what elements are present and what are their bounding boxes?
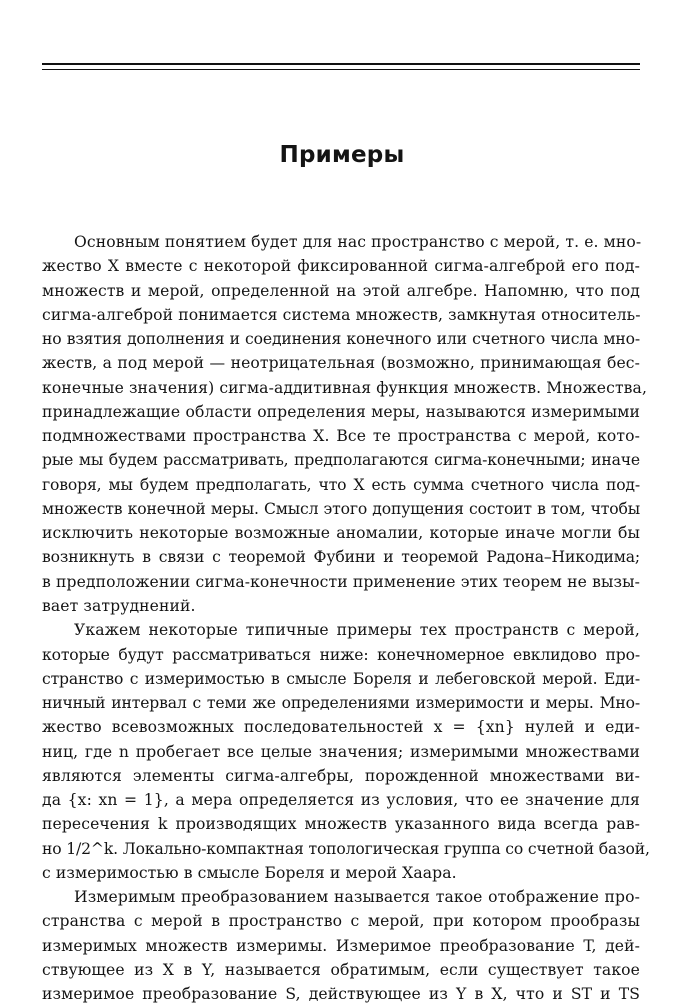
- text-line: да {x: xn = 1}, а мера определяется из условия, что ее значение для: [42, 791, 640, 810]
- text-line: конечные значения) сигма-аддитивная функция множеств. Множества,: [42, 378, 648, 397]
- text-line: измеримых множеств измеримы. Измеримое преобразование T, дей-: [42, 936, 640, 955]
- text-line: являются элементы сигма-алгебры, порожденной множествами ви-: [42, 766, 640, 785]
- chapter-title: Примеры: [279, 142, 405, 168]
- text-line: с измеримостью в смысле Бореля и мерой Хаара.: [42, 863, 457, 882]
- text-line: жество всевозможных последовательностей x = {xn} нулей и еди-: [42, 718, 640, 737]
- text-line: Укажем некоторые типичные примеры тех пространств с мерой,: [74, 621, 640, 640]
- text-line: странства с мерой в пространство с мерой, при котором прообразы: [42, 912, 640, 931]
- text-line: измеримое преобразование S, действующее из Y в X, что и ST и TS: [42, 985, 640, 1004]
- text-line: сигма-алгеброй понимается система множеств, замкнутая относитель-: [42, 305, 641, 324]
- text-line: подмножествами пространства X. Все те пространства с мерой, кото-: [42, 427, 640, 446]
- header-rule-thick: [42, 63, 640, 65]
- text-line: рые мы будем рассматривать, предполагаются сигма-конечными; иначе: [42, 451, 640, 470]
- text-line: которые будут рассматриваться ниже: конечномерное евклидово про-: [42, 645, 640, 664]
- text-line: странство с измеримостью в смысле Бореля и лебеговской мерой. Еди-: [42, 669, 640, 688]
- text-line: множеств конечной меры. Смысл этого допущения состоит в том, чтобы: [42, 499, 640, 518]
- text-line: но взятия дополнения и соединения конечного или счетного числа мно-: [42, 330, 640, 349]
- text-line: вает затруднений.: [42, 596, 196, 615]
- text-line: Основным понятием будет для нас пространство с мерой, т. е. мно-: [74, 233, 642, 251]
- text-line: жеств, а под мерой — неотрицательная (возможно, принимающая бес-: [42, 354, 640, 373]
- text-line: исключить некоторые возможные аномалии, которые иначе могли бы: [42, 524, 640, 543]
- text-line: принадлежащие области определения меры, называются измеримыми: [42, 402, 640, 421]
- header-rule-thin: [42, 69, 640, 70]
- body-text: [42, 230, 650, 1007]
- text-line: но 1/2^k. Локально-компактная топологическая группа со счетной базой,: [42, 839, 650, 858]
- text-line: жество X вместе с некоторой фиксированной сигма-алгеброй его под-: [42, 257, 640, 276]
- text-line: возникнуть в связи с теоремой Фубини и теоремой Радона–Никодима;: [42, 548, 640, 567]
- text-line: говоря, мы будем предполагать, что X есть сумма счетного числа под-: [42, 475, 640, 494]
- text-line: в предположении сигма-конечности применение этих теорем не вызы-: [42, 572, 640, 591]
- text-line: ниц, где n пробегает все целые значения; измеримыми множествами: [42, 742, 640, 761]
- text-line: пересечения k производящих множеств указанного вида всегда рав-: [42, 815, 640, 834]
- text-line: множеств и мерой, определенной на этой алгебре. Напомню, что под: [42, 281, 640, 300]
- text-line: ничный интервал с теми же определениями измеримости и меры. Мно-: [42, 694, 640, 713]
- text-line: ствующее из X в Y, называется обратимым, если существует такое: [42, 960, 640, 979]
- text-line: Измеримым преобразованием называется такое отображение про-: [74, 888, 640, 907]
